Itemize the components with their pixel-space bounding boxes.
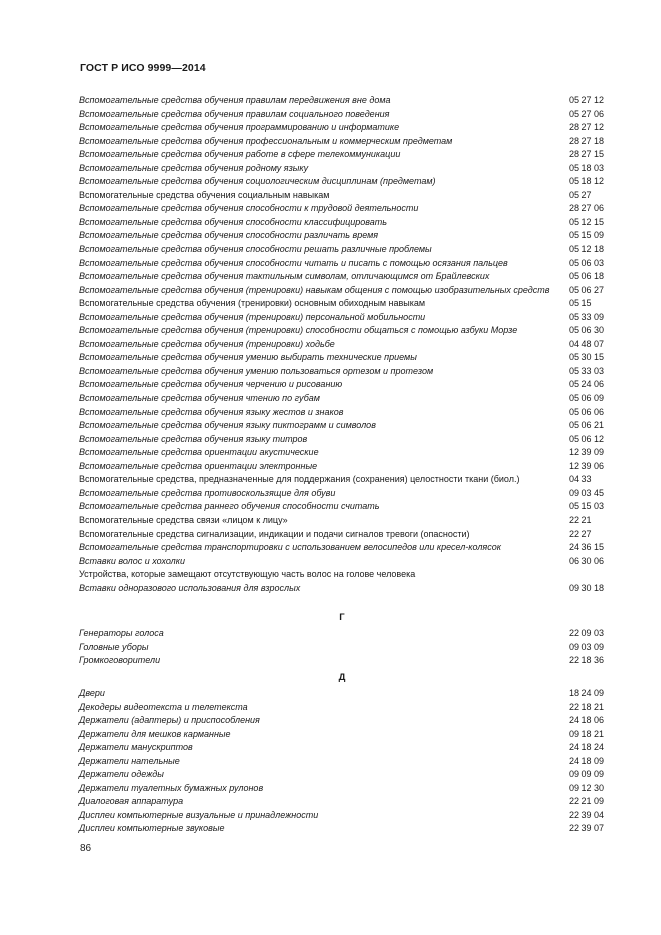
entry-code: 22 21 09 [569,796,605,807]
index-entry [79,365,639,379]
entry-term: Держатели нательные [79,755,180,766]
entry-code: 05 15 [569,298,592,309]
index-entry [79,392,639,406]
index-entry [79,687,639,701]
entry-code: 04 48 07 [569,338,605,349]
entry-term: Вспомогательные средства обучения (тренировки) основным обиходным навыкам [79,298,426,309]
index-entry [79,433,639,447]
entry-code: 22 39 04 [569,809,605,820]
entry-term: Диалоговая аппаратура [79,796,184,807]
entry-code: 05 06 27 [569,284,605,295]
entry-term: Вспомогательные средства сигнализации, индикации и подачи сигналов тревоги (опасности) [79,528,470,539]
document-header: ГОСТ Р ИСО 9999—2014 [80,62,206,74]
index-entry [79,121,639,135]
entry-term: Вспомогательные средства обучения способности различать время [79,230,379,241]
entry-term: Вставки волос и хохолки [79,555,185,566]
entry-term: Держатели одежды [79,769,164,780]
page-number: 86 [80,843,92,854]
entry-code: 22 27 [569,528,592,539]
index-entry [79,284,639,298]
entry-term: Генераторы голоса [79,628,164,638]
entry-code: 05 18 12 [569,176,605,187]
index-entry [79,148,639,162]
entry-code: 22 09 03 [569,628,605,638]
entry-term: Вспомогательные средства обучения социальным навыкам [79,189,330,200]
index-entry [79,243,639,257]
entry-code: 04 33 [569,474,592,485]
index-entry [79,419,639,433]
entry-term: Громкоговорители [79,655,161,666]
entry-code: 28 27 15 [569,149,605,160]
entry-code: 05 12 18 [569,244,605,255]
entry-code: 18 24 09 [569,688,605,698]
entry-term: Устройства, которые замещают отсутствующую часть волос на голове человека [79,569,416,580]
entry-term: Вспомогательные средства ориентации акустические [79,447,319,458]
entry-term: Вспомогательные средства обучения способности решать различные проблемы [79,244,432,255]
entry-code: 12 39 06 [569,460,605,471]
index-entry [79,406,639,420]
entry-term: Вспомогательные средства обучения умению выбирать технические приемы [79,352,417,363]
entry-term: Вспомогательные средства обучения программированию и информатике [79,122,400,133]
index-entry [79,351,639,365]
entry-code: 28 27 12 [569,122,605,133]
entry-code: 05 06 12 [569,433,605,444]
entry-code: 05 06 18 [569,271,605,282]
entry-term: Вспомогательные средства обучения (тренировки) ходьбе [79,338,335,349]
entry-code: 05 30 15 [569,352,605,363]
entry-code: 09 09 09 [569,769,605,780]
index-entry [79,135,639,149]
entry-term: Вспомогательные средства обучения языку пиктограмм и символов [79,420,376,431]
index-entry [79,541,639,555]
index-entry [79,741,639,755]
index-entry [79,528,639,542]
index-section-g [79,627,639,668]
entry-term: Вспомогательные средства обучения (тренировки) персональной мобильности [79,311,426,322]
entry-term: Вспомогательные средства обучения чтению по губам [79,393,320,404]
entry-term: Двери [79,688,105,698]
entry-code: 05 24 06 [569,379,605,390]
section-letter-g: Г [339,612,345,623]
index-entry [79,514,639,528]
entry-term: Держатели (адаптеры) и приспособления [79,715,260,726]
entry-code: 05 12 15 [569,216,605,227]
entry-code: 05 33 09 [569,311,605,322]
index-entry [79,94,639,108]
entry-term: Вспомогательные средства обучения социологическим дисциплинам (предметам) [79,176,436,187]
entry-term: Вспомогательные средства раннего обучения способности считать [79,501,380,512]
entry-code: 12 39 09 [569,447,605,458]
entry-code: 05 06 30 [569,325,605,336]
index-entry [79,338,639,352]
entry-term: Держатели манускриптов [79,742,193,753]
entry-term: Головные уборы [79,641,149,652]
entry-term: Держатели для мешков карманные [79,728,231,739]
index-entry [79,446,639,460]
index-entry [79,782,639,796]
entry-code: 24 18 06 [569,715,605,726]
entry-code: 09 12 30 [569,782,605,793]
index-entry [79,641,639,655]
entry-term: Вспомогательные средства ориентации электронные [79,460,318,471]
entry-term: Вспомогательные средства обучения языку титров [79,433,308,444]
index-entry [79,297,639,311]
index-entry [79,627,639,641]
entry-term: Вспомогательные средства связи «лицом к лицу» [79,514,288,525]
entry-term: Вспомогательные средства обучения умению пользоваться ортезом и протезом [79,365,434,376]
index-entry [79,500,639,514]
entry-term: Вспомогательные средства обучения тактильным символам, отличающимся от Брайлевских [79,271,490,282]
entry-term: Вспомогательные средства обучения родному языку [79,162,309,173]
entry-code: 05 33 03 [569,365,605,376]
entry-code: 22 21 [569,514,592,525]
entry-code: 09 30 18 [569,582,605,593]
entry-code: 05 27 06 [569,108,605,119]
index-section-v [79,94,639,595]
index-entry [79,568,639,582]
entry-code: 22 18 21 [569,701,605,712]
index-entry [79,189,639,203]
entry-code: 22 39 07 [569,823,605,834]
entry-term: Вспомогательные средства обучения языку жестов и знаков [79,406,344,417]
index-entry [79,714,639,728]
entry-term: Вспомогательные средства обучения (тренировки) способности общаться с помощью азбуки Морзе [79,325,518,336]
entry-code: 24 18 24 [569,742,605,753]
entry-code: 05 27 [569,189,592,200]
entry-code: 05 06 06 [569,406,605,417]
index-entry [79,654,639,668]
index-entry [79,324,639,338]
entry-term: Вспомогательные средства обучения профессиональным и коммерческим предметам [79,135,453,146]
index-entry [79,555,639,569]
entry-code: 06 30 06 [569,555,605,566]
index-entry [79,270,639,284]
entry-term: Вспомогательные средства обучения способности читать и писать с помощью осязания пальцев [79,257,508,268]
index-entry [79,202,639,216]
entry-code: 05 06 21 [569,420,605,431]
entry-term: Вспомогательные средства обучения способности классифицировать [79,216,388,227]
index-entry [79,487,639,501]
entry-term: Вспомогательные средства обучения работе в сфере телекоммуникации [79,149,401,160]
entry-code: 05 06 09 [569,393,605,404]
index-entry [79,795,639,809]
index-entry [79,162,639,176]
entry-term: Вспомогательные средства обучения правилам социального поведения [79,108,390,119]
index-entry [79,701,639,715]
entry-term: Вставки одноразового использования для взрослых [79,582,301,593]
entry-code: 05 15 09 [569,230,605,241]
index-entry [79,257,639,271]
index-entry [79,755,639,769]
entry-code: 05 27 12 [569,95,605,105]
entry-term: Вспомогательные средства транспортировки с использованием велосипедов или кресел-колясок [79,542,501,553]
entry-code: 05 18 03 [569,162,605,173]
index-entry [79,809,639,823]
entry-term: Вспомогательные средства, предназначенные для поддержания (сохранения) целостности ткани (биол.) [79,474,520,485]
index-entry [79,768,639,782]
entry-code: 09 03 09 [569,641,605,652]
index-entry [79,229,639,243]
index-entry [79,460,639,474]
index-entry [79,728,639,742]
entry-term: Вспомогательные средства обучения черчению и рисованию [79,379,343,390]
entry-term: Держатели туалетных бумажных рулонов [79,782,264,793]
entry-term: Вспомогательные средства обучения способности к трудовой деятельности [79,203,419,214]
entry-term: Вспомогательные средства обучения (тренировки) навыкам общения с помощью изобразительных средств [79,284,550,295]
entry-term: Дисплеи компьютерные визуальные и принадлежности [79,809,319,820]
entry-code: 28 27 06 [569,203,605,214]
section-letter-d: Д [338,672,346,683]
index-entry [79,175,639,189]
index-entry [79,216,639,230]
index-section-d [79,687,639,836]
entry-term: Вспомогательные средства обучения правилам передвижения вне дома [79,95,391,105]
entry-code: 05 15 03 [569,501,605,512]
entry-code: 09 03 45 [569,487,605,498]
index-entry [79,311,639,325]
index-entry [79,473,639,487]
index-entry [79,108,639,122]
index-entry [79,822,639,836]
entry-code: 22 18 36 [569,655,605,666]
index-entry [79,378,639,392]
entry-code: 05 06 03 [569,257,605,268]
entry-code: 24 18 09 [569,755,605,766]
entry-term: Декодеры видеотекста и телетекста [79,701,248,712]
entry-code: 28 27 18 [569,135,605,146]
entry-term: Вспомогательные средства противоскользящие для обуви [79,487,336,498]
entry-code: 09 18 21 [569,728,605,739]
entry-term: Дисплеи компьютерные звуковые [79,823,225,834]
entry-code: 24 36 15 [569,542,605,553]
index-entry [79,582,639,596]
